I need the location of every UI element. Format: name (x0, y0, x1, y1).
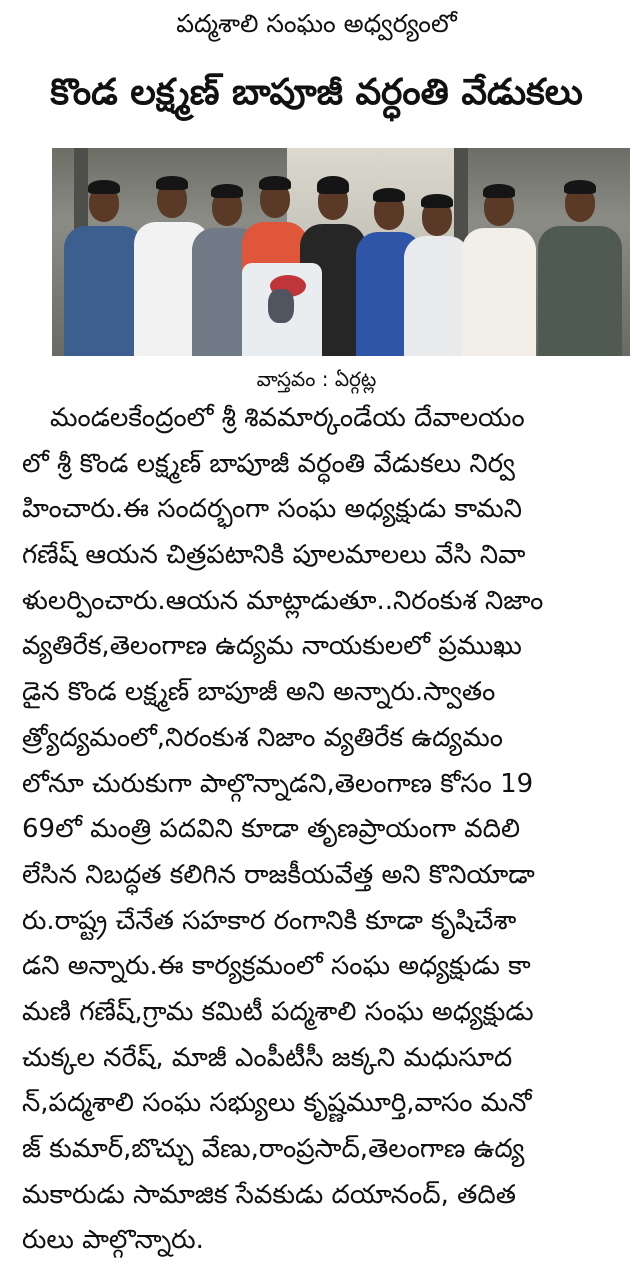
article-body-line: మండలకేంద్రంలో శ్రీ శివమార్కండేయ దేవాలయం (50, 403, 525, 433)
group-photo (52, 148, 630, 356)
article-body-line: వ్యతిరేక,తెలంగాణ ఉద్యమ నాయకులలో ప్రముఖు (22, 631, 522, 662)
article-body-line: లో శ్రీ కొండ లక్ష్మణ్ బాపూజీ వర్ధంతి వేడుకలు నిర్వ (22, 448, 515, 479)
article-body-line: ళులర్పించారు.ఆయన మాట్లాడుతూ..నిరంకుశ నిజాం (22, 585, 544, 616)
article-body (22, 396, 633, 1264)
photo-person (462, 170, 536, 356)
article-body-line: డైన కొండ లక్ష్మణ్ బాపూజీ అని అన్నారు.స్వాతం (22, 677, 496, 708)
portrait-poster (242, 263, 322, 356)
article-body-line: న్,పద్మశాలి సంఘ సభ్యులు కృష్ణమూర్తి,వాసం మనో (22, 1088, 532, 1119)
article-body-line: 69లో మంత్రి పదవిని కూడా తృణప్రాయంగా వదిలి (22, 814, 521, 845)
article-body-line: మకారుడు సామాజిక సేవకుడు దయానంద్, తదిత (22, 1179, 516, 1210)
article-body-line: హించారు.ఈ సందర్భంగా సంఘ అధ్యక్షుడు కామని (22, 494, 522, 525)
article-body-line: జ్ కుమార్,బొచ్చు వేణు,రాంప్రసాద్,తెలంగాణ ఉద్య (22, 1134, 525, 1164)
photo-person (404, 180, 470, 356)
article-body-line: త్ర్యోద్యమంలో,నిరంకుశ నిజాం వ్యతిరేక ఉద్యమం (22, 722, 503, 753)
article-body-line: రు.రాష్ట్ర చేనేత సహకార రంగానికి కూడా కృషిచేశా (22, 905, 517, 936)
article-body-line: లేసిన నిబద్ధత కలిగిన రాజకీయవేత్త అని కొనియాడా (22, 859, 535, 890)
article-body-line: చుక్కల నరేష్, మాజీ ఎంపీటీసీ జక్కని మధుసూద (22, 1042, 513, 1073)
photo-person (538, 166, 622, 356)
photo-person (64, 166, 144, 356)
article-body-line: లోనూ చురుకుగా పాల్గొన్నాడని,తెలంగాణ కోసం 19 (22, 768, 534, 799)
article-body-line: గణేష్ ఆయన చిత్రపటానికి పూలమాలలు వేసి నివా (22, 540, 526, 571)
article-dateline: వాస్తవం : ఏర్గట్ల (256, 367, 377, 391)
article-body-line: రులు పాల్గొన్నారు. (22, 1225, 204, 1256)
article-headline: కొండ లక్ష్మణ్ బాపూజీ వర్ధంతి వేడుకలు (50, 72, 583, 113)
article-body-line: డని అన్నారు.ఈ కార్యక్రమంలో సంఘ అధ్యక్షుడు కా (22, 951, 531, 982)
article-kicker: పద్మశాలి సంఘం అధ్వర్యంలో (176, 9, 457, 38)
article-body-line: మణి గణేష్,గ్రామ కమిటీ పద్మశాలి సంఘ అధ్యక్షుడు (22, 996, 534, 1027)
